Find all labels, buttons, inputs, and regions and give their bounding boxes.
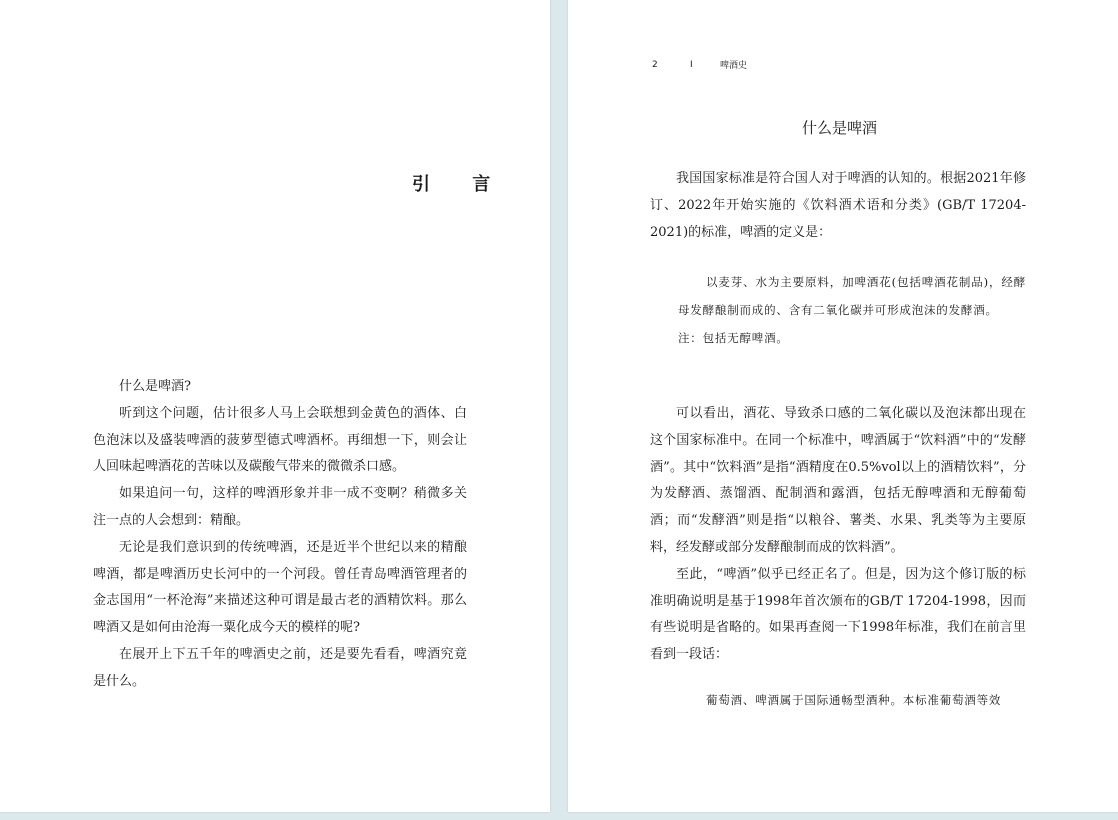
quote-text: 葡萄酒、啤酒属于国际通畅型酒种。本标准葡萄酒等效: [706, 693, 1002, 707]
right-page: [568, 0, 1118, 812]
right-body-text: [650, 401, 1026, 669]
left-page: [0, 0, 550, 812]
paragraph: 我国国家标准是符合国人对于啤酒的认知的。根据2021年修订、2022年开始实施的《饮料酒术语和分类》(GB/T 17204-2021)的标准，啤酒的定义是：: [650, 171, 1026, 240]
chapter-title: 引 言: [412, 174, 509, 195]
section-title: 什么是啤酒: [801, 119, 877, 137]
paragraph: 在展开上下五千年的啤酒史之前，还是要先看看，啤酒究竟是什么。: [93, 646, 467, 689]
paragraph: 听到这个问题，估计很多人马上会联想到金黄色的酒体、白色泡沫以及盛装啤酒的菠萝型德式啤酒杯。再细想一下，则会让人回味起啤酒花的苦味以及碳酸气带来的微微杀口感。: [93, 405, 467, 475]
running-head: [652, 58, 747, 71]
header-separator: I: [690, 59, 693, 70]
paragraph: 可以看出，酒花、导致杀口感的二氧化碳以及泡沫都出现在这个国家标准中。在同一个标准中，啤酒属于“饮料酒”中的“发酵酒”。其中“饮料酒”是指“酒精度在0.5%vol以上的酒精饮料”，分为发酵酒、蒸馏酒、配制酒和露酒，包括无醇啤酒和无醇葡萄酒；而“发酵酒”则是指“以粮谷、薯类、水果、乳类等为主要原料，经发酵或部分发酵酿制而成的饮料酒”。: [650, 406, 1026, 555]
book-title: 啤酒史: [720, 61, 748, 71]
paragraph: 如果追问一句，这样的啤酒形象并非一成不变啊？稍微多关注一点的人会想到：精酿。: [93, 486, 467, 528]
page-number: 2: [652, 59, 658, 70]
paragraph: 无论是我们意识到的传统啤酒，还是近半个世纪以来的精酿啤酒，都是啤酒历史长河中的一个河段。曾任青岛啤酒管理者的金志国用“一杯沧海”来描述这种可谓是最古老的酒精饮料。那么啤酒又是如何由沧海一粟化成今天的模样的呢?: [93, 539, 467, 636]
paragraph: 至此，“啤酒”似乎已经正名了。但是，因为这个修订版的标准明确说明是基于1998年首次颁布的GB/T 17204-1998，因而有些说明是省略的。如果再查阅一下1998年标准，我们在前言里看到一段话：: [650, 566, 1026, 663]
intro-text: [650, 166, 1026, 246]
standard-quote: [678, 686, 1026, 714]
definition-quote: [678, 268, 1026, 352]
paragraph: 什么是啤酒?: [119, 379, 191, 394]
left-body-text: [93, 374, 467, 696]
quote-text: 以麦芽、水为主要原料，加啤酒花(包括啤酒花制品)，经酵母发酵酿制而成的、含有二氧化碳并可形成泡沫的发酵酒。: [678, 275, 1026, 317]
quote-note: 注：包括无醇啤酒。: [678, 331, 789, 345]
